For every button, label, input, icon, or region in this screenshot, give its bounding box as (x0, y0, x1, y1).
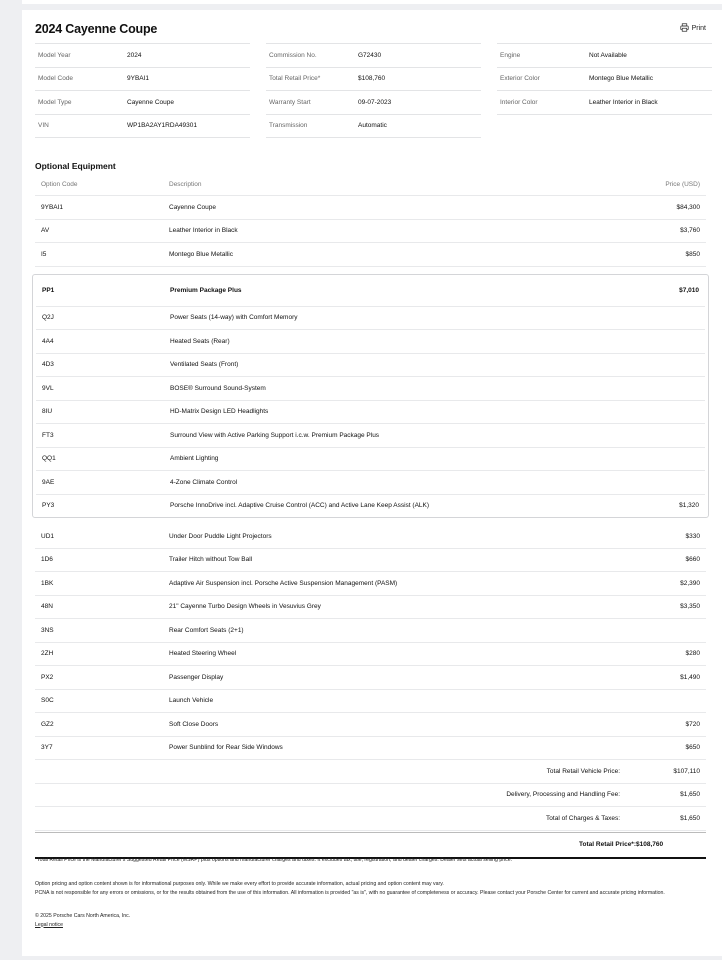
option-code: PY3 (42, 502, 55, 510)
printer-icon (680, 23, 689, 34)
spec-column (35, 43, 250, 138)
option-price: $650 (685, 744, 700, 752)
table-row (36, 377, 705, 401)
option-price: $1,320 (679, 502, 699, 510)
option-price: $720 (685, 720, 700, 728)
total-label: Total of Charges & Taxes: (546, 814, 620, 822)
option-description: Ambient Lighting (170, 455, 219, 463)
option-code: UD1 (41, 532, 55, 540)
option-price: $1,490 (680, 673, 700, 681)
spec-label: Engine (500, 51, 521, 59)
option-description: Leather Interior in Black (169, 227, 238, 235)
table-row (35, 690, 706, 714)
footnote: *Total Retail Price is the Manufacturer's Suggested Retail Price (MSRP) plus options and manufacturer charges and taxes. It excludes tax, title, registration, and dealer charges. Dealer sets actual selling price. (35, 857, 513, 863)
package-code: PP1 (42, 286, 55, 294)
spec-value: WP1BA2AY1RDA49301 (127, 122, 197, 130)
spec-row (266, 68, 481, 92)
package-description: Premium Package Plus (170, 286, 242, 294)
table-row (35, 713, 706, 737)
option-description: Power Seats (14-way) with Comfort Memory (170, 314, 298, 322)
optional-equipment-table (35, 174, 706, 859)
spec-label: Interior Color (500, 98, 538, 106)
table-row (35, 572, 706, 596)
table-row (36, 330, 705, 354)
grand-total-label: Total Retail Price*: (579, 841, 636, 848)
header-price: Price (USD) (665, 181, 700, 188)
option-code: 2ZH (41, 650, 54, 658)
spec-value: $108,760 (358, 75, 386, 83)
table-row (35, 196, 706, 220)
option-code: 3Y7 (41, 744, 53, 752)
spec-row (266, 43, 481, 68)
option-description: Cayenne Coupe (169, 203, 216, 211)
table-row (36, 401, 705, 425)
vehicle-spec-grid (35, 43, 712, 138)
option-description: 4-Zone Climate Control (170, 478, 238, 486)
table-row (36, 471, 705, 495)
option-code: PX2 (41, 673, 54, 681)
total-row (35, 760, 706, 784)
total-value: $107,110 (673, 767, 700, 775)
spec-column (497, 43, 712, 138)
option-description: Passenger Display (169, 673, 224, 681)
spec-row (35, 115, 250, 139)
option-description: Montego Blue Metallic (169, 250, 233, 258)
spec-label: Transmission (269, 122, 308, 130)
package-items (36, 307, 705, 518)
option-code: AV (41, 227, 50, 235)
spec-value: Montego Blue Metallic (589, 75, 653, 83)
grand-total-value: $108,760 (636, 841, 664, 848)
legal-notice-link[interactable]: Legal notice (35, 921, 63, 928)
spec-label: Total Retail Price* (269, 75, 321, 83)
total-value: $1,650 (680, 791, 700, 799)
option-price: $84,300 (676, 203, 700, 211)
spec-label: Model Type (38, 98, 72, 106)
disclaimer-line-1: Option pricing and option content shown is for informational purposes only. While we make every effort to provide accurate information, actual pricing and option content may vary. (35, 881, 444, 887)
option-description: Surround View with Active Parking Support i.c.w. Premium Package Plus (170, 431, 380, 439)
option-description: HD-Matrix Design LED Headlights (170, 408, 269, 416)
spec-row (266, 115, 481, 139)
option-code: 1D6 (41, 556, 53, 564)
table-row (36, 495, 705, 518)
total-row (35, 784, 706, 808)
copyright: © 2025 Porsche Cars North America, Inc. (35, 913, 131, 919)
option-price: $2,390 (680, 579, 700, 587)
option-code: 48N (41, 603, 53, 611)
option-description: 21" Cayenne Turbo Design Wheels in Vesuvius Grey (169, 603, 321, 611)
option-description: Ventilated Seats (Front) (170, 361, 239, 369)
option-code: I5 (41, 250, 47, 258)
total-value: $1,650 (680, 814, 700, 822)
option-price: $850 (685, 250, 700, 258)
table-row (35, 243, 706, 267)
spec-row (497, 91, 712, 115)
option-price: $3,350 (680, 603, 700, 611)
top-strip (22, 0, 722, 4)
option-code: QQ1 (42, 455, 56, 463)
option-description: Heated Steering Wheel (169, 650, 237, 658)
option-code: 9AE (42, 478, 55, 486)
spec-column (266, 43, 481, 138)
print-label: Print (691, 25, 706, 32)
option-description: BOSE® Surround Sound-System (170, 384, 266, 392)
print-button[interactable] (680, 23, 706, 34)
spec-label: VIN (38, 122, 49, 130)
window-sticker-card (22, 10, 722, 956)
option-code: Q2J (42, 314, 54, 322)
table-row (35, 643, 706, 667)
table-row (35, 220, 706, 244)
option-code: FT3 (42, 431, 54, 439)
table-row (36, 424, 705, 448)
table-row (35, 596, 706, 620)
option-code: 4D3 (42, 361, 54, 369)
spec-label: Commission No. (269, 51, 317, 59)
total-label: Total Retail Vehicle Price: (546, 767, 620, 775)
option-price: $280 (685, 650, 700, 658)
table-row (36, 307, 705, 331)
total-label: Delivery, Processing and Handling Fee: (506, 791, 620, 799)
table-row (36, 354, 705, 378)
rows-before-package (35, 196, 706, 267)
spec-value: Not Available (589, 51, 627, 59)
option-description: Heated Seats (Rear) (170, 337, 230, 345)
spec-label: Model Year (38, 51, 71, 59)
option-code: 9VL (42, 384, 54, 392)
disclaimer (35, 880, 715, 897)
option-description: Under Door Puddle Light Projectors (169, 532, 272, 540)
header-option-code: Option Code (41, 181, 78, 188)
table-header (35, 174, 706, 196)
option-code: 9YBAI1 (41, 203, 64, 211)
option-description: Power Sunblind for Rear Side Windows (169, 744, 283, 752)
option-code: 4A4 (42, 337, 54, 345)
option-description: Adaptive Air Suspension incl. Porsche Active Suspension Management (PASM) (169, 579, 398, 587)
optional-equipment-title: Optional Equipment (35, 161, 116, 171)
option-price: $3,760 (680, 227, 700, 235)
option-code: S0C (41, 697, 54, 705)
spec-row (35, 91, 250, 115)
grand-total-row (35, 832, 706, 859)
option-description: Soft Close Doors (169, 720, 219, 728)
spec-label: Warranty Start (269, 98, 311, 106)
option-description: Rear Comfort Seats (2+1) (169, 626, 244, 634)
table-row (35, 525, 706, 549)
table-row (35, 549, 706, 573)
header-description: Description (169, 181, 202, 188)
spec-value: 09-07-2023 (358, 98, 392, 106)
total-row (35, 807, 706, 831)
disclaimer-line-2: PCNA is not responsible for any errors or omissions, or for the results obtained from the use of this information. All information is provided "as is", with no guarantee of completeness or accuracy. Please contact your Porsche Center for current and accurate pricing information. (35, 889, 665, 896)
option-code: 8IU (42, 408, 53, 416)
option-code: 3NS (41, 626, 54, 634)
spec-row (497, 68, 712, 92)
package-header-row (36, 275, 705, 307)
spec-row (35, 68, 250, 92)
option-description: Trailer Hitch without Tow Ball (169, 556, 253, 564)
spec-row (266, 91, 481, 115)
spec-value: Leather Interior in Black (589, 98, 658, 106)
totals-section (35, 760, 706, 831)
premium-package-group (32, 274, 709, 519)
spec-row (497, 43, 712, 68)
table-row (36, 448, 705, 472)
page-title: 2024 Cayenne Coupe (35, 22, 158, 36)
table-row (35, 737, 706, 761)
spec-value: 9YBAI1 (127, 75, 150, 83)
package-price: $7,010 (679, 286, 699, 294)
spec-label: Model Code (38, 75, 74, 83)
spec-value: 2024 (127, 51, 142, 59)
spec-label: Exterior Color (500, 75, 540, 83)
option-price: $660 (685, 556, 700, 564)
option-code: 1BK (41, 579, 54, 587)
spec-value: G72430 (358, 51, 382, 59)
spec-row (35, 43, 250, 68)
table-row (35, 666, 706, 690)
rows-after-package (35, 525, 706, 760)
option-price: $330 (685, 532, 700, 540)
option-description: Launch Vehicle (169, 697, 214, 705)
spec-value: Cayenne Coupe (127, 98, 174, 106)
copyright-block (35, 912, 715, 929)
table-row (35, 619, 706, 643)
option-description: Porsche InnoDrive incl. Adaptive Cruise Control (ACC) and Active Lane Keep Assist (ALK) (170, 502, 430, 510)
spec-value: Automatic (358, 122, 387, 130)
option-code: GZ2 (41, 720, 54, 728)
